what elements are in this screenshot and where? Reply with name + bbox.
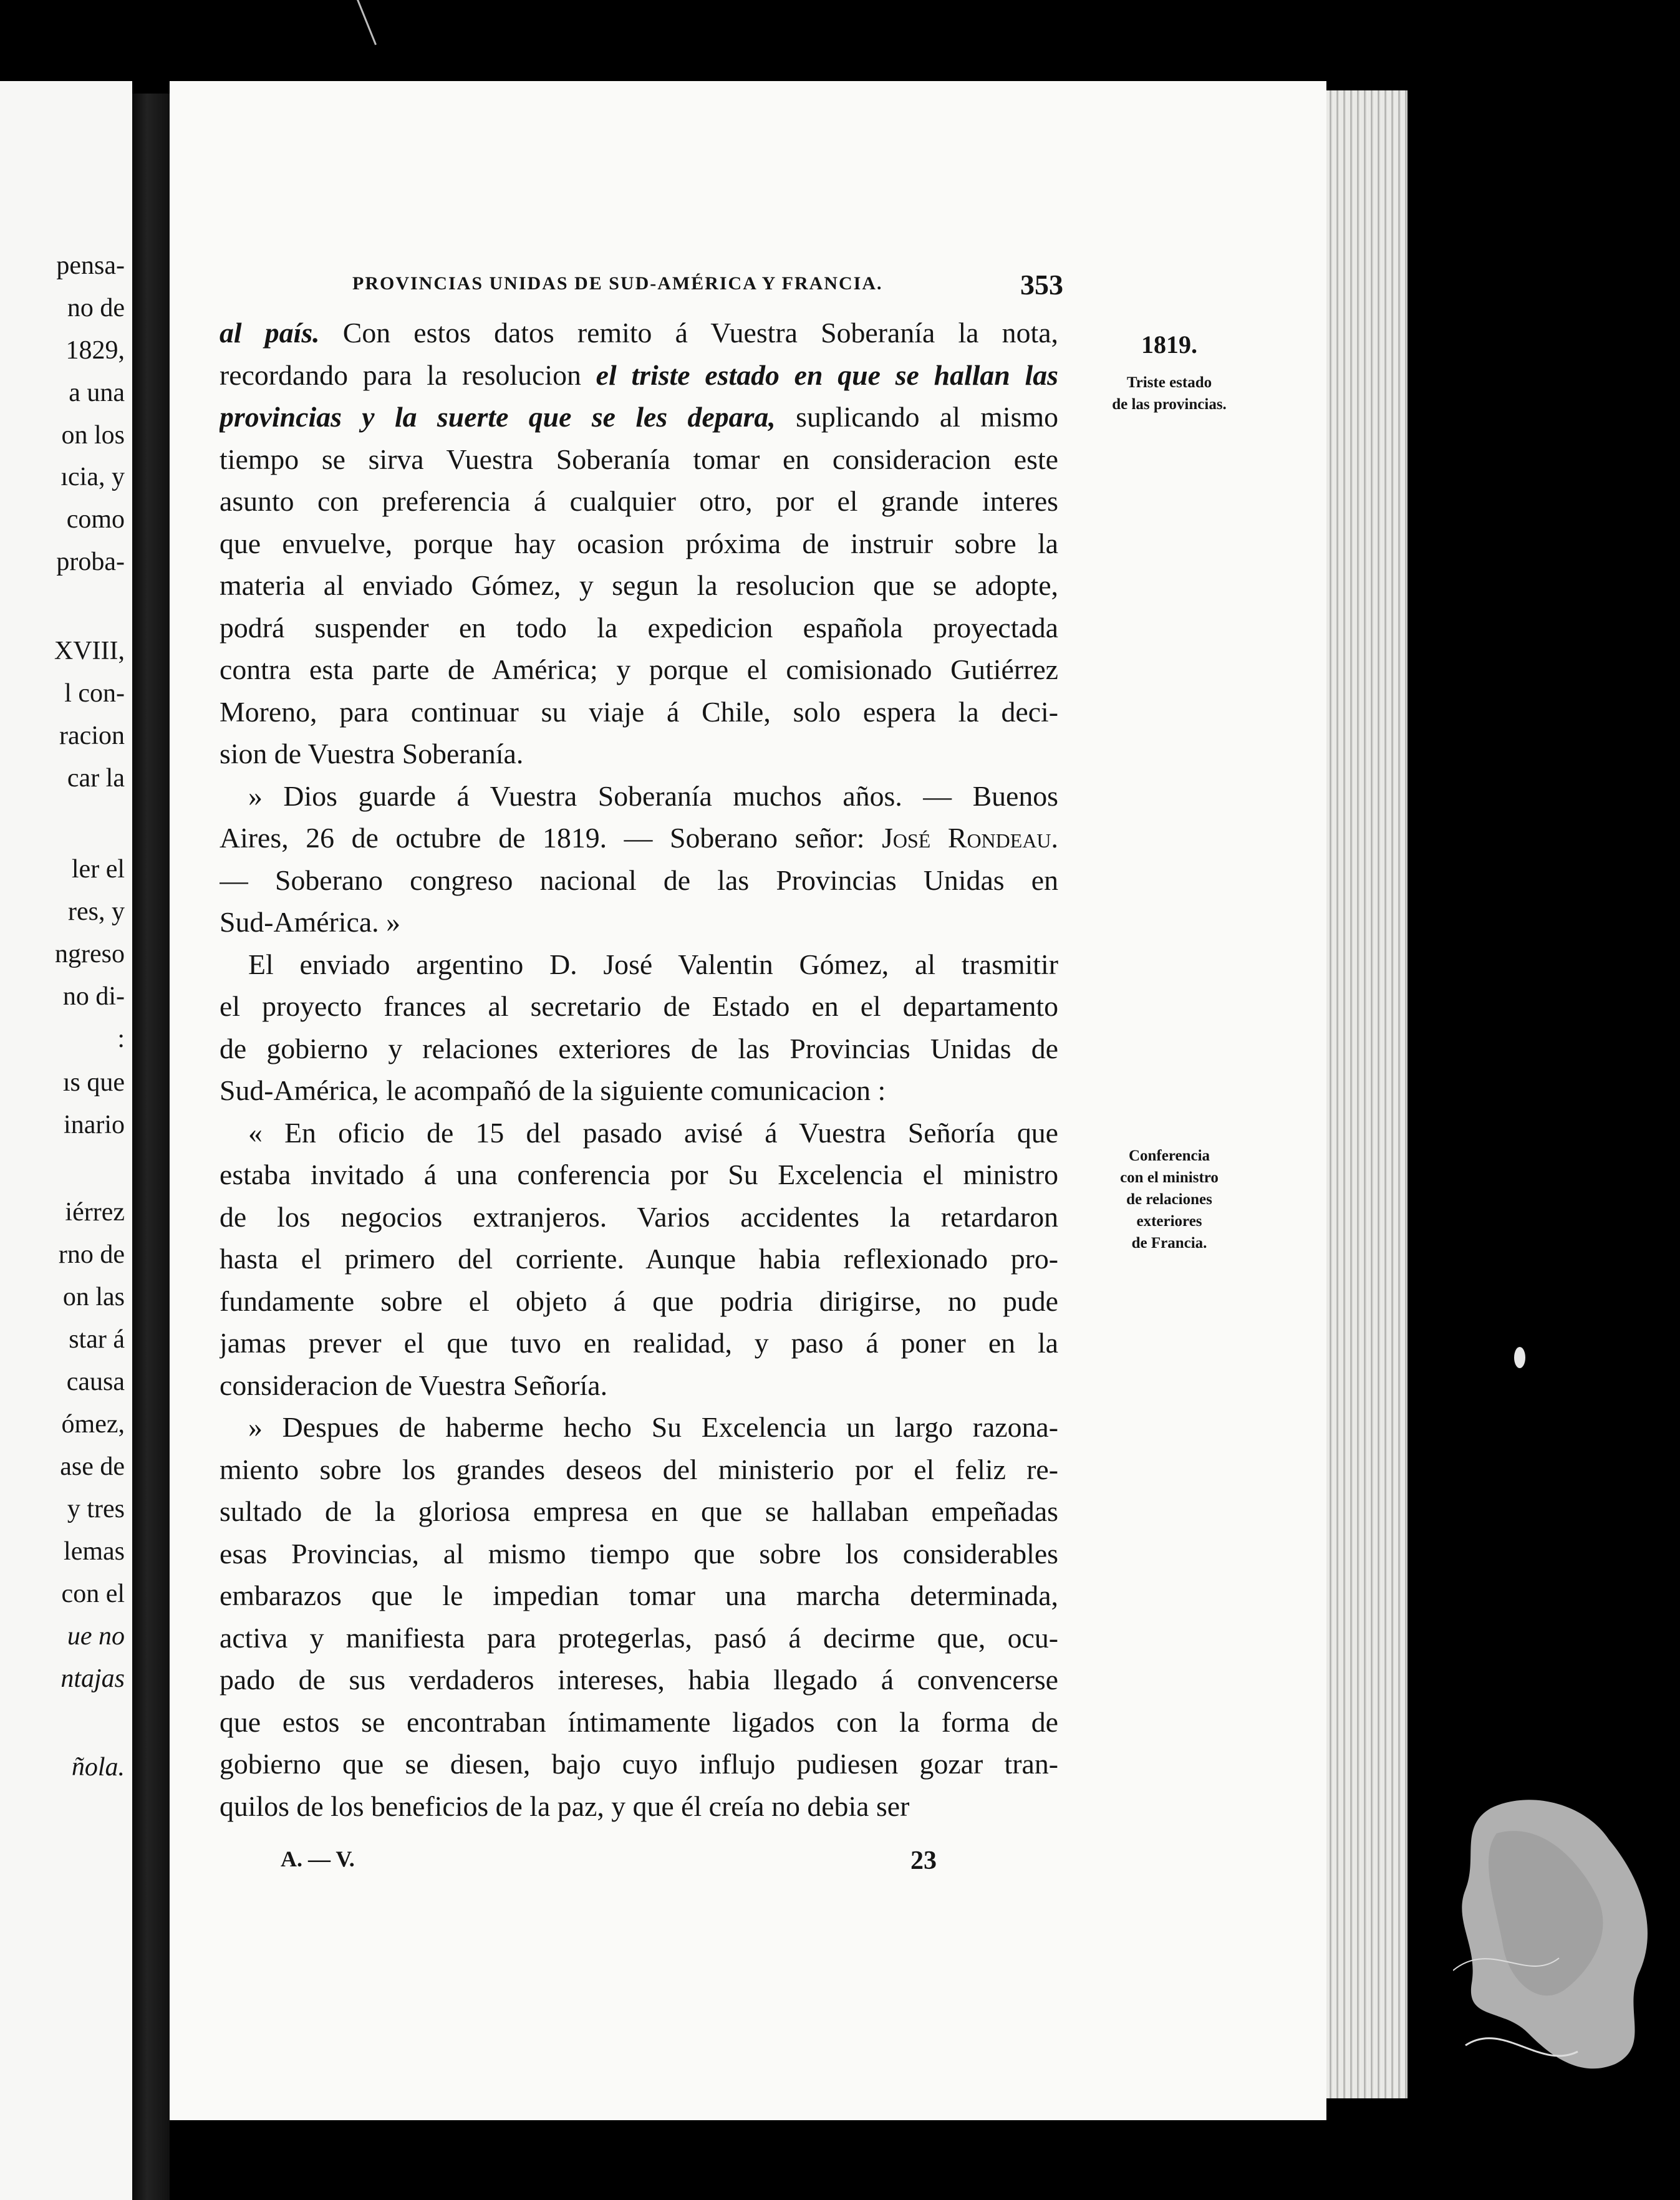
- text-span: asunto con preferencia á cualquier otro, por el grande interes: [220, 485, 1058, 517]
- previous-page-text-fragment: ıcia, y: [60, 463, 125, 491]
- text-span: contra esta parte de América; y porque el comisionado Gutiérrez: [220, 654, 1058, 685]
- running-head: PROVINCIAS UNIDAS DE SUD-AMÉRICA Y FRANCIA.: [352, 273, 883, 294]
- text-line: [220, 523, 1058, 565]
- text-span: recordando para la resolucion: [220, 359, 596, 391]
- paragraph-4: [220, 1112, 1058, 1407]
- paragraph-3: [220, 943, 1058, 1112]
- previous-page-text-fragment: on las: [62, 1283, 125, 1311]
- text-line: [220, 817, 1058, 859]
- previous-page-text-fragment: ñola.: [71, 1753, 125, 1782]
- previous-page-text-fragment: con el: [61, 1580, 125, 1608]
- text-span: al país.: [220, 317, 320, 349]
- text-line: [220, 480, 1058, 523]
- previous-page-text-fragment: ıs que: [62, 1068, 125, 1097]
- margin-note-line: de las provincias.: [1112, 396, 1227, 413]
- previous-page-text-fragment: a una: [69, 379, 125, 407]
- previous-page-text-fragment: ase de: [60, 1452, 125, 1481]
- text-span: Aires, 26 de octubre de 1819. — Soberano señor:: [220, 822, 865, 854]
- text-span: suplicando al mismo: [775, 401, 1058, 433]
- margin-note-triste-estado: [1085, 372, 1253, 415]
- margin-note-line: con el ministro: [1120, 1169, 1219, 1186]
- text-span: que envuelve, porque hay ocasion próxima de instruir sobre la: [220, 527, 1058, 559]
- previous-page-strip: [0, 81, 132, 2200]
- previous-page-text-fragment: como: [66, 505, 125, 534]
- previous-page-text-fragment: ler el: [71, 855, 125, 884]
- previous-page-text-fragment: proba-: [56, 548, 125, 576]
- margin-note-line: de relaciones: [1126, 1191, 1212, 1208]
- paragraph-1: [220, 312, 1058, 775]
- previous-page-text-fragment: 1829,: [65, 336, 125, 365]
- text-line: [220, 691, 1058, 733]
- margin-note-line: Triste estado: [1126, 374, 1212, 391]
- text-line: — Soberano congreso nacional de las Provincias Unidas en: [220, 864, 1058, 896]
- text-line: que estos se encontraban íntimamente ligados con la forma de: [220, 1705, 1058, 1738]
- text-span: sion de Vuestra Soberanía.: [220, 738, 524, 770]
- previous-page-text-fragment: inario: [64, 1111, 125, 1139]
- text-span: el triste estado en que se hallan las: [596, 359, 1058, 391]
- previous-page-text-fragment: iérrez: [65, 1198, 125, 1227]
- previous-page-text-fragment: no di-: [62, 982, 125, 1011]
- text-span: materia al enviado Gómez, y segun la resolucion que se adopte,: [220, 569, 1058, 601]
- text-line: hasta el primero del corriente. Aunque habia reflexionado pro-: [220, 1243, 1058, 1275]
- text-line: » Dios guarde á Vuestra Soberanía muchos años. — Buenos: [248, 779, 1058, 812]
- text-line: [220, 396, 1058, 438]
- previous-page-text-fragment: ngreso: [55, 940, 125, 968]
- margin-year: 1819.: [1141, 330, 1197, 359]
- text-line: embarazos que le impedian tomar una marcha determinada,: [220, 1580, 1058, 1611]
- previous-page-text-fragment: ntajas: [60, 1664, 125, 1693]
- text-line: miento sobre los grandes deseos del ministerio por el feliz re-: [220, 1453, 1058, 1485]
- text-line: de gobierno y relaciones exteriores de las Provincias Unidas de: [220, 1032, 1058, 1064]
- text-line: sultado de la gloriosa empresa en que se hallaban empeñadas: [220, 1495, 1058, 1527]
- margin-note-line: exteriores: [1136, 1213, 1202, 1230]
- page-header: [340, 268, 1063, 306]
- text-line: Sud-América, le acompañó de la siguiente comunicacion :: [220, 1074, 886, 1106]
- previous-page-text-fragment: no de: [67, 294, 125, 322]
- text-span: podrá suspender en todo la expedicion española proyectada: [220, 611, 1058, 644]
- text-line: El enviado argentino D. José Valentin Gómez, al trasmitir: [248, 948, 1058, 980]
- previous-page-text-fragment: racion: [59, 721, 125, 750]
- previous-page-text-fragment: star á: [69, 1325, 125, 1354]
- text-line: Sud-América. »: [220, 906, 400, 938]
- previous-page-text-fragment: l con-: [64, 679, 125, 708]
- sheet-number: 23: [910, 1846, 937, 1875]
- text-line: activa y manifiesta para protegerlas, pasó á decirme que, ocu-: [220, 1621, 1058, 1654]
- previous-page-text-fragment: y tres: [67, 1495, 125, 1523]
- text-span: provincias y la suerte que se les depara,: [220, 401, 776, 433]
- paragraph-5: [220, 1406, 1058, 1827]
- previous-page-text-fragment: rno de: [58, 1240, 125, 1269]
- page-footer: [281, 1846, 1029, 1883]
- text-line: « En oficio de 15 del pasado avisé á Vuestra Señoría que: [248, 1116, 1058, 1149]
- margin-note-year: [1085, 330, 1253, 359]
- previous-page-text-fragment: lemas: [64, 1537, 125, 1566]
- text-line: [220, 438, 1058, 481]
- margin-note-line: Conferencia: [1128, 1147, 1210, 1164]
- stray-mark: [1514, 1347, 1525, 1368]
- previous-page-text-fragment: on los: [61, 421, 125, 450]
- text-line: pado de sus verdaderos intereses, habia llegado á convencerse: [220, 1664, 1058, 1696]
- signatory-name: José Rondeau.: [882, 822, 1058, 854]
- body-text: [220, 312, 1058, 1827]
- page-edges: [1326, 90, 1407, 2098]
- text-line: fundamente sobre el objeto á que podria dirigirse, no pude: [220, 1285, 1058, 1317]
- text-line: » Despues de haberme hecho Su Excelencia un largo razona-: [248, 1411, 1058, 1443]
- text-span: Con estos datos remito á Vuestra Soberanía la nota,: [319, 317, 1058, 349]
- text-line: [220, 607, 1058, 649]
- text-span: tiempo se sirva Vuestra Soberanía tomar en consideracion este: [220, 443, 1058, 475]
- paper-fiber-line: [357, 0, 377, 45]
- text-line: esas Provincias, al mismo tiempo que sobre los considerables: [220, 1537, 1058, 1570]
- previous-page-text-fragment: :: [117, 1025, 125, 1053]
- text-line: [220, 312, 1058, 354]
- previous-page-text-fragment: ue no: [67, 1622, 125, 1651]
- text-line: gobierno que se diesen, bajo cuyo influjo pudiesen gozar tran-: [220, 1748, 1058, 1780]
- text-line: [220, 564, 1058, 607]
- text-line: [220, 733, 1058, 775]
- previous-page-text-fragment: XVIII,: [54, 637, 125, 665]
- text-line: consideracion de Vuestra Señoría.: [220, 1369, 608, 1401]
- book-gutter: [132, 94, 170, 2200]
- margin-note-line: de Francia.: [1131, 1235, 1207, 1252]
- previous-page-text-fragment: ómez,: [61, 1410, 125, 1439]
- margin-note-conferencia: [1085, 1145, 1253, 1254]
- text-line: de los negocios extranjeros. Varios accidentes la retardaron: [220, 1200, 1058, 1233]
- paragraph-2: [220, 775, 1058, 943]
- previous-page-text-fragment: car la: [67, 764, 125, 793]
- text-line: [220, 649, 1058, 691]
- text-line: el proyecto frances al secretario de Estado en el departamento: [220, 990, 1058, 1022]
- text-line: [220, 354, 1058, 397]
- previous-page-text-fragment: pensa-: [56, 251, 125, 280]
- text-line: quilos de los beneficios de la paz, y que él creía no debia ser: [220, 1790, 910, 1822]
- text-line: estaba invitado á una conferencia por Su Excelencia el ministro: [220, 1159, 1058, 1190]
- previous-page-text-fragment: res, y: [68, 897, 125, 926]
- previous-page-text-fragment: causa: [66, 1368, 125, 1396]
- text-span: Moreno, para continuar su viaje á Chile, solo espera la deci-: [220, 695, 1058, 728]
- paper-damage-mark: [1453, 1783, 1665, 2083]
- text-line: jamas prever el que tuvo en realidad, y paso á poner en la: [220, 1327, 1058, 1359]
- printer-signature: A. — V.: [281, 1846, 355, 1871]
- page-number: 353: [1020, 269, 1063, 301]
